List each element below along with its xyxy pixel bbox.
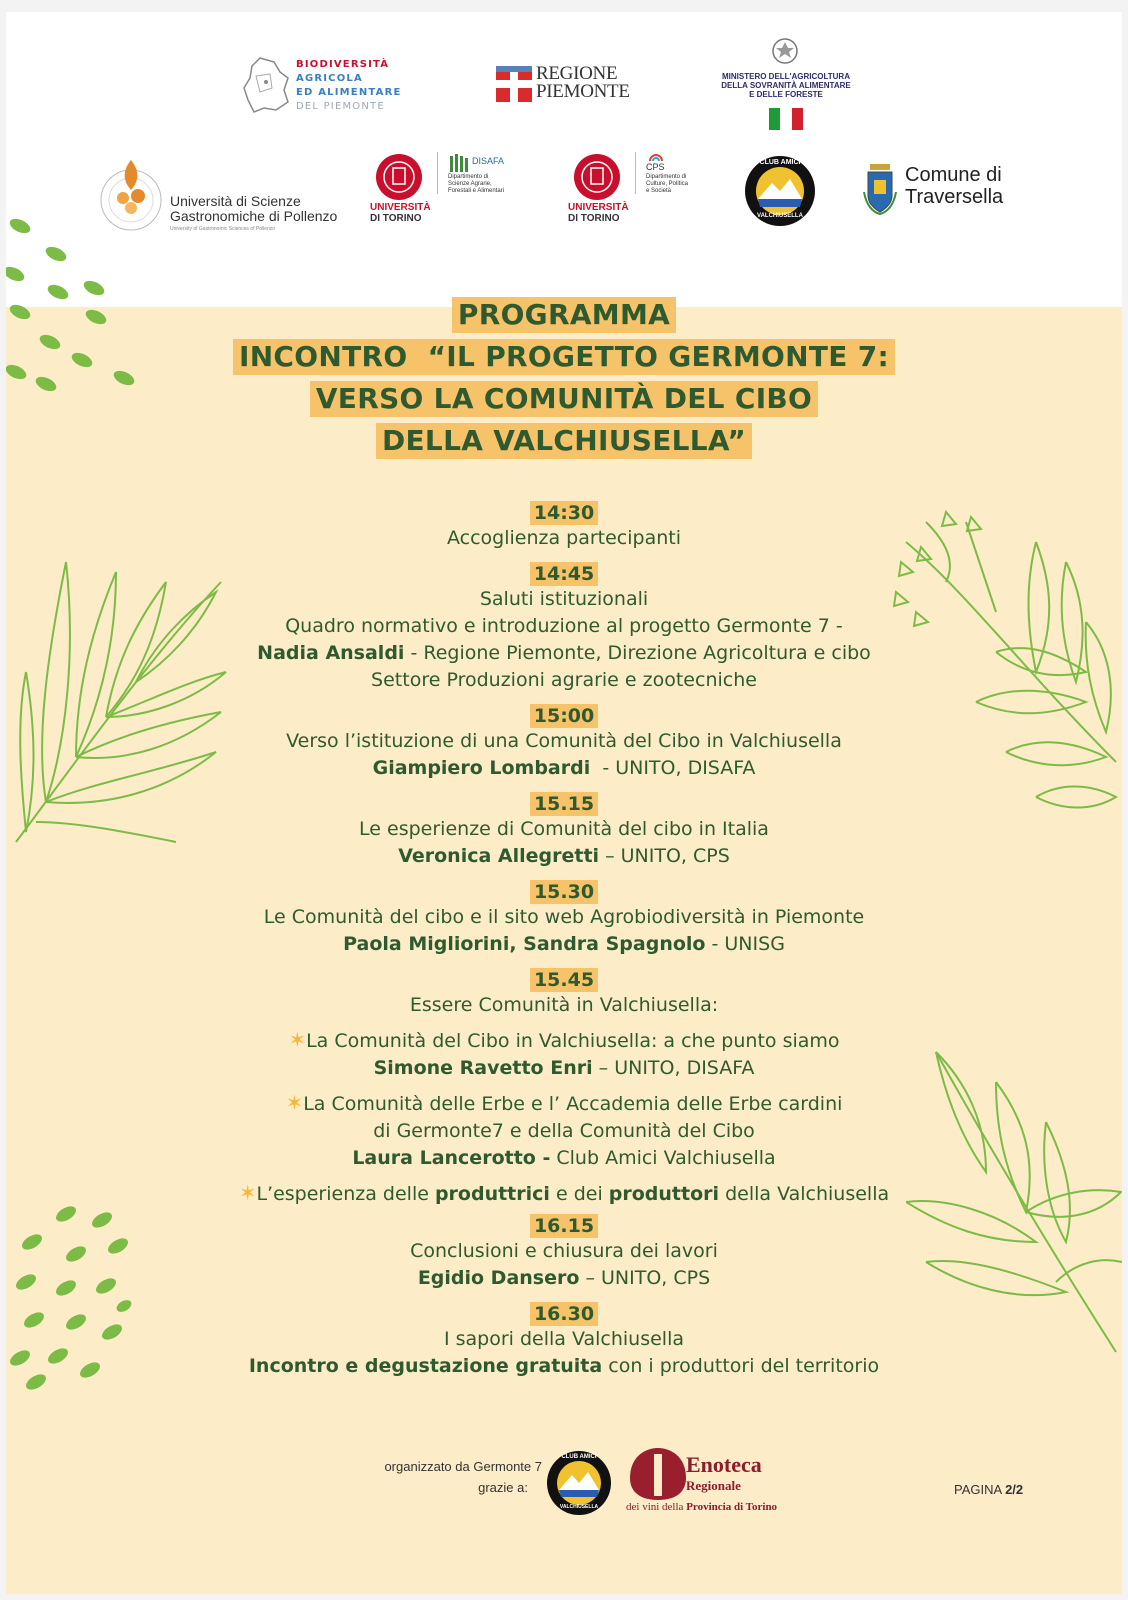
title-line2: INCONTRO “IL PROGETTO GERMONTE 7: <box>233 339 895 375</box>
page-num: 2/2 <box>1005 1482 1024 1497</box>
program-title <box>6 294 1122 462</box>
title-line3: VERSO LA COMUNITÀ DEL CIBO <box>310 381 818 417</box>
agenda-text: Verso l’istituzione di una Comunità del Cibo in Valchiusella <box>286 730 842 752</box>
disafa-name: DISAFA <box>472 156 505 166</box>
divider <box>635 152 636 194</box>
subitem-text: e dei <box>549 1183 609 1205</box>
agenda-speaker-line <box>6 1145 1122 1172</box>
ministero-line3: E DELLE FORESTE <box>749 90 823 99</box>
ministero-line2: DELLA SOVRANITÀ ALIMENTARE <box>721 81 851 90</box>
agenda-speaker-line <box>6 1055 1122 1082</box>
regione-line1: REGIONE <box>536 63 618 84</box>
cps-sub2: Culture, Politica <box>646 181 689 187</box>
unito-line2: DI TORINO <box>568 213 620 224</box>
agenda-speaker-line <box>6 755 1122 782</box>
enoteca-name: Enoteca <box>686 1452 762 1477</box>
title-line1: PROGRAMMA <box>452 297 676 333</box>
biodiversita-line3: ED ALIMENTARE <box>296 87 402 98</box>
time-badge: 14:30 <box>530 501 598 525</box>
agenda-text: Le esperienze di Comunità del cibo in Italia <box>359 818 769 840</box>
unito-line2: DI TORINO <box>370 213 422 224</box>
star-bullet-icon: ✶ <box>285 1091 304 1115</box>
speaker-name: Laura Lancerotto - <box>352 1147 551 1169</box>
program-schedule <box>6 499 1122 1380</box>
unisg-line3: University of Gastronomic Sciences of Pollenzo <box>170 226 276 232</box>
organizer-line1: organizzato da Germonte 7 <box>384 1459 542 1474</box>
club-line2: VALCHIUSELLA <box>559 1504 599 1510</box>
agenda-speaker-line <box>6 931 1122 958</box>
star-bullet-icon: ✶ <box>238 1181 257 1205</box>
organizer-credit <box>362 1456 542 1498</box>
time-badge: 15.45 <box>530 968 598 992</box>
emblem-icon <box>770 36 800 66</box>
time-badge: 16.15 <box>530 1214 598 1238</box>
time-badge: 15.30 <box>530 880 598 904</box>
agenda-speaker-line <box>6 640 1122 667</box>
agenda-text: Le Comunità del cibo e il sito web Agrobiodiversità in Piemonte <box>263 906 865 928</box>
agenda-speaker-line <box>6 1353 1122 1380</box>
agenda-subitem <box>6 1090 1122 1118</box>
page-number <box>954 1482 1023 1497</box>
biodiversita-line4: DEL PIEMONTE <box>296 101 385 112</box>
speaker-affiliation: – UNITO, DISAFA <box>592 1057 755 1079</box>
unisg-seal-icon <box>98 150 164 240</box>
unito-seal-icon <box>374 152 424 202</box>
disafa-icon <box>448 154 470 174</box>
unito-line1: UNIVERSITÀ <box>370 202 431 213</box>
poster <box>6 12 1122 1594</box>
agenda-text: Saluti istituzionali <box>479 588 649 610</box>
subitem-text: della Valchiusella <box>719 1183 890 1205</box>
speaker-affiliation: - UNISG <box>705 933 785 955</box>
time-badge: 14:45 <box>530 562 598 586</box>
speaker-affiliation: – UNITO, CPS <box>599 845 730 867</box>
biodiversita-logo <box>242 54 442 116</box>
cps-name: CPS <box>646 162 665 172</box>
cps-icon <box>648 152 664 162</box>
enoteca-line3b: Provincia di Torino <box>686 1501 778 1513</box>
speaker-name: Egidio Dansero <box>417 1267 580 1289</box>
cps-sub3: e Società <box>646 188 672 194</box>
comune-crest-icon <box>862 162 898 216</box>
piemonte-map-icon <box>242 54 292 114</box>
agenda-subitem <box>6 1027 1122 1055</box>
time-badge: 16.30 <box>530 1302 598 1326</box>
enoteca-regionale-logo <box>626 1448 806 1518</box>
agenda-text: Quadro normativo e introduzione al progetto Germonte 7 - <box>285 615 843 637</box>
unito-seal-icon <box>572 152 622 202</box>
subitem-emphasis: produttrici <box>434 1183 550 1205</box>
enoteca-line2: Regionale <box>686 1478 741 1493</box>
unito-disafa-logo <box>370 150 530 240</box>
enoteca-line3a: dei vini della <box>626 1501 687 1513</box>
disafa-sub2: Scienze Agrarie, <box>448 181 492 187</box>
organizer-line2: grazie a: <box>478 1480 528 1495</box>
biodiversita-line1: BIODIVERSITÀ <box>296 59 390 70</box>
unito-line1: UNIVERSITÀ <box>568 202 629 213</box>
biodiversita-line2: AGRICOLA <box>296 73 363 84</box>
club-line1: CLUB AMICI <box>759 159 801 166</box>
speaker-affiliation: - Regione Piemonte, Direzione Agricoltura e cibo <box>404 642 871 664</box>
title-line4: DELLA VALCHIUSELLA” <box>376 423 752 459</box>
italian-flag-icon <box>769 108 803 130</box>
comune-traversella-logo <box>862 162 1022 222</box>
agenda-text: Settore Produzioni agrarie e zootecniche <box>371 669 757 691</box>
agenda-text: Accoglienza partecipanti <box>446 527 682 549</box>
regione-flag-icon <box>496 66 532 102</box>
speaker-name: Giampiero Lombardi <box>372 757 591 779</box>
speaker-name: Paola Migliorini, Sandra Spagnolo <box>343 933 706 955</box>
disafa-sub1: Dipartimento di <box>448 174 489 180</box>
subitem-text: La Comunità del Cibo in Valchiusella: a che punto siamo <box>306 1030 840 1052</box>
star-bullet-icon: ✶ <box>288 1028 307 1052</box>
club-amici-logo <box>744 155 816 227</box>
speaker-affiliation: – UNITO, CPS <box>579 1267 711 1289</box>
speaker-affiliation: Club Amici Valchiusella <box>550 1147 776 1169</box>
speaker-affiliation: - UNITO, DISAFA <box>590 757 756 779</box>
unisg-line2: Gastronomiche di Pollenzo <box>170 208 338 224</box>
speaker-name: Incontro e degustazione gratuita <box>248 1355 603 1377</box>
page-label: PAGINA <box>954 1482 1006 1497</box>
ministero-logo <box>706 36 866 136</box>
club-line2: VALCHIUSELLA <box>757 213 803 219</box>
time-badge: 15:00 <box>530 704 598 728</box>
wine-bottle-icon <box>626 1448 690 1500</box>
comune-line2: Traversella <box>905 186 1004 208</box>
regione-line2: PIEMONTE <box>536 81 630 102</box>
agenda-subitem <box>6 1180 1122 1208</box>
club-amici-footer-logo <box>546 1450 612 1516</box>
subitem-text: L’esperienza delle <box>256 1183 435 1205</box>
ministero-line1: MINISTERO DELL'AGRICOLTURA <box>722 72 850 81</box>
agenda-speaker-line <box>6 843 1122 870</box>
subitem-emphasis: produttori <box>608 1183 720 1205</box>
unito-cps-logo <box>568 150 708 240</box>
time-badge: 15.15 <box>530 792 598 816</box>
agenda-text: di Germonte7 e della Comunità del Cibo <box>373 1120 755 1142</box>
comune-line1: Comune di <box>905 164 1002 186</box>
unisg-logo <box>98 150 348 240</box>
agenda-text: I sapori della Valchiusella <box>443 1328 685 1350</box>
speaker-name: Veronica Allegretti <box>398 845 600 867</box>
agenda-text: Conclusioni e chiusura dei lavori <box>410 1240 718 1262</box>
subitem-text: La Comunità delle Erbe e l’ Accademia delle Erbe cardini <box>303 1093 843 1115</box>
speaker-name: Simone Ravetto Enri <box>373 1057 593 1079</box>
agenda-speaker-line <box>6 1265 1122 1292</box>
agenda-text: Essere Comunità in Valchiusella: <box>409 994 719 1016</box>
speaker-affiliation: con i produttori del territorio <box>602 1355 880 1377</box>
disafa-sub3: Forestali e Alimentari <box>448 188 505 194</box>
divider <box>437 152 438 194</box>
regione-piemonte-logo <box>496 63 630 104</box>
unisg-line1: Università di Scienze <box>170 193 301 209</box>
cps-sub1: Dipartimento di <box>646 174 687 180</box>
speaker-name: Nadia Ansaldi <box>257 642 405 664</box>
enoteca-line3 <box>626 1501 777 1513</box>
club-line1: CLUB AMICI <box>561 1454 597 1460</box>
